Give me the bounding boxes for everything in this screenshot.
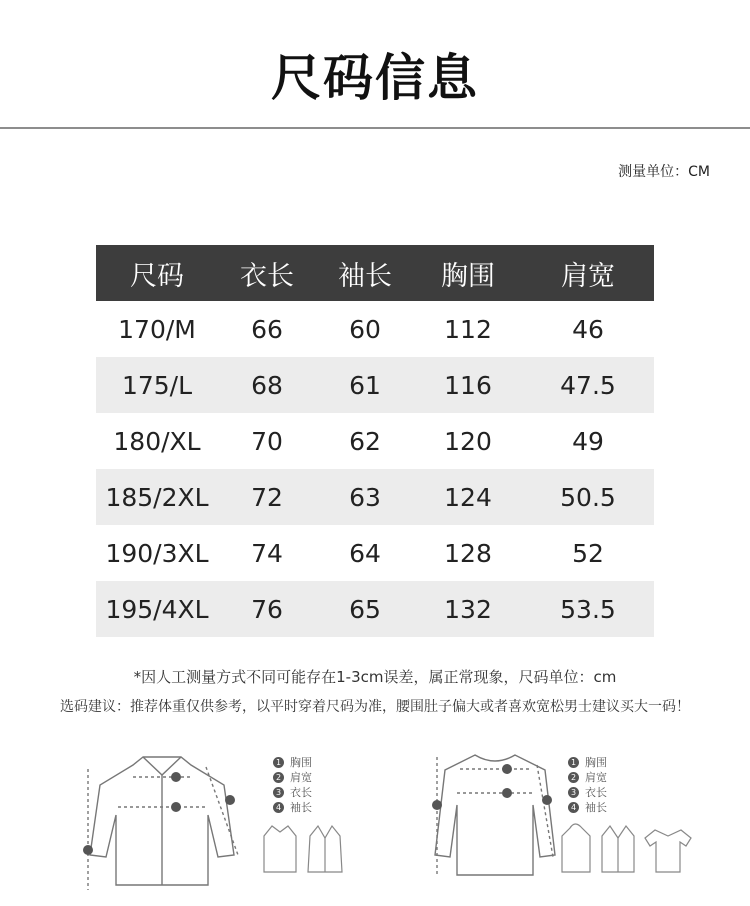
measurement-disclaimer: *因人工测量方式不同可能存在1-3cm误差，属正常现象，尺码单位：cm: [133, 668, 617, 686]
cell-sleeve: 63: [316, 469, 414, 525]
cell-shoulder: 50.5: [522, 469, 654, 525]
header-size: 尺码: [96, 245, 218, 301]
cell-chest: 120: [444, 426, 492, 456]
cell-length: 68: [218, 357, 316, 413]
header-sleeve: 袖长: [316, 245, 414, 301]
cell-sleeve: 65: [316, 581, 414, 637]
size-advice: 选码建议：推荐体重仅供参考，以平时穿着尺码为准，腰围肚子偏大或者喜欢宽松男士建议买大一码！: [60, 699, 690, 715]
cell-shoulder: 46: [572, 314, 604, 344]
cell-chest: 116: [414, 357, 522, 413]
cell-length: 74: [251, 538, 283, 568]
cell-sleeve: 64: [349, 538, 381, 568]
cell-length: 72: [218, 469, 316, 525]
cell-length: 66: [251, 314, 283, 344]
cell-size: 180/XL: [113, 426, 201, 456]
header-chest: 胸围: [414, 245, 522, 301]
sweater-sketch-icon: [425, 745, 565, 885]
cell-sleeve: 61: [316, 357, 414, 413]
shirt-measure-diagram: [78, 745, 268, 899]
table-row: [96, 525, 654, 581]
title-divider: [0, 127, 750, 129]
cell-sleeve: 60: [349, 314, 381, 344]
cell-shoulder: 52: [572, 538, 604, 568]
legend-item: 4 袖长: [273, 800, 312, 815]
cell-size: 170/M: [118, 314, 196, 344]
cell-size: 190/3XL: [105, 538, 209, 568]
header-shoulder: 肩宽: [522, 245, 654, 301]
cell-length: 76: [218, 581, 316, 637]
legend-item: 1 胸围: [568, 755, 607, 770]
size-table: [96, 245, 654, 637]
cell-chest: 124: [414, 469, 522, 525]
measurement-unit: 测量单位：CM: [618, 164, 710, 180]
legend-item: 2 肩宽: [273, 770, 312, 785]
cell-chest: 132: [414, 581, 522, 637]
cell-shoulder: 53.5: [522, 581, 654, 637]
sweater-small-icons: [560, 820, 695, 884]
legend-item: 3 衣长: [273, 785, 312, 800]
table-row: [96, 469, 654, 525]
shirt-sketch-icon: [78, 745, 268, 895]
table-row: [96, 581, 654, 637]
cell-size: 175/L: [96, 357, 218, 413]
legend-item: 2 肩宽: [568, 770, 607, 785]
table-row: [96, 413, 654, 469]
legend-item: 3 衣长: [568, 785, 607, 800]
cell-shoulder: 47.5: [522, 357, 654, 413]
header-length: 衣长: [218, 245, 316, 301]
cell-size: 185/2XL: [96, 469, 218, 525]
cell-size: 195/4XL: [96, 581, 218, 637]
cell-sleeve: 62: [349, 426, 381, 456]
cell-shoulder: 49: [572, 426, 604, 456]
table-row: [96, 301, 654, 357]
size-table-header: [96, 245, 654, 301]
jacket-sketch-icon: [260, 820, 350, 880]
legend-item: 1 胸围: [273, 755, 312, 770]
table-row: [96, 357, 654, 413]
cell-chest: 112: [444, 314, 492, 344]
right-legend: [568, 755, 607, 815]
left-legend: [273, 755, 312, 815]
legend-item: 4 袖长: [568, 800, 607, 815]
jacket-small-icons: [260, 820, 350, 884]
sweater-measure-diagram: [425, 745, 565, 889]
cell-length: 70: [251, 426, 283, 456]
page-title: 尺码信息: [271, 49, 479, 107]
hoodie-cardigan-tee-icon: [560, 820, 695, 880]
cell-chest: 128: [444, 538, 492, 568]
